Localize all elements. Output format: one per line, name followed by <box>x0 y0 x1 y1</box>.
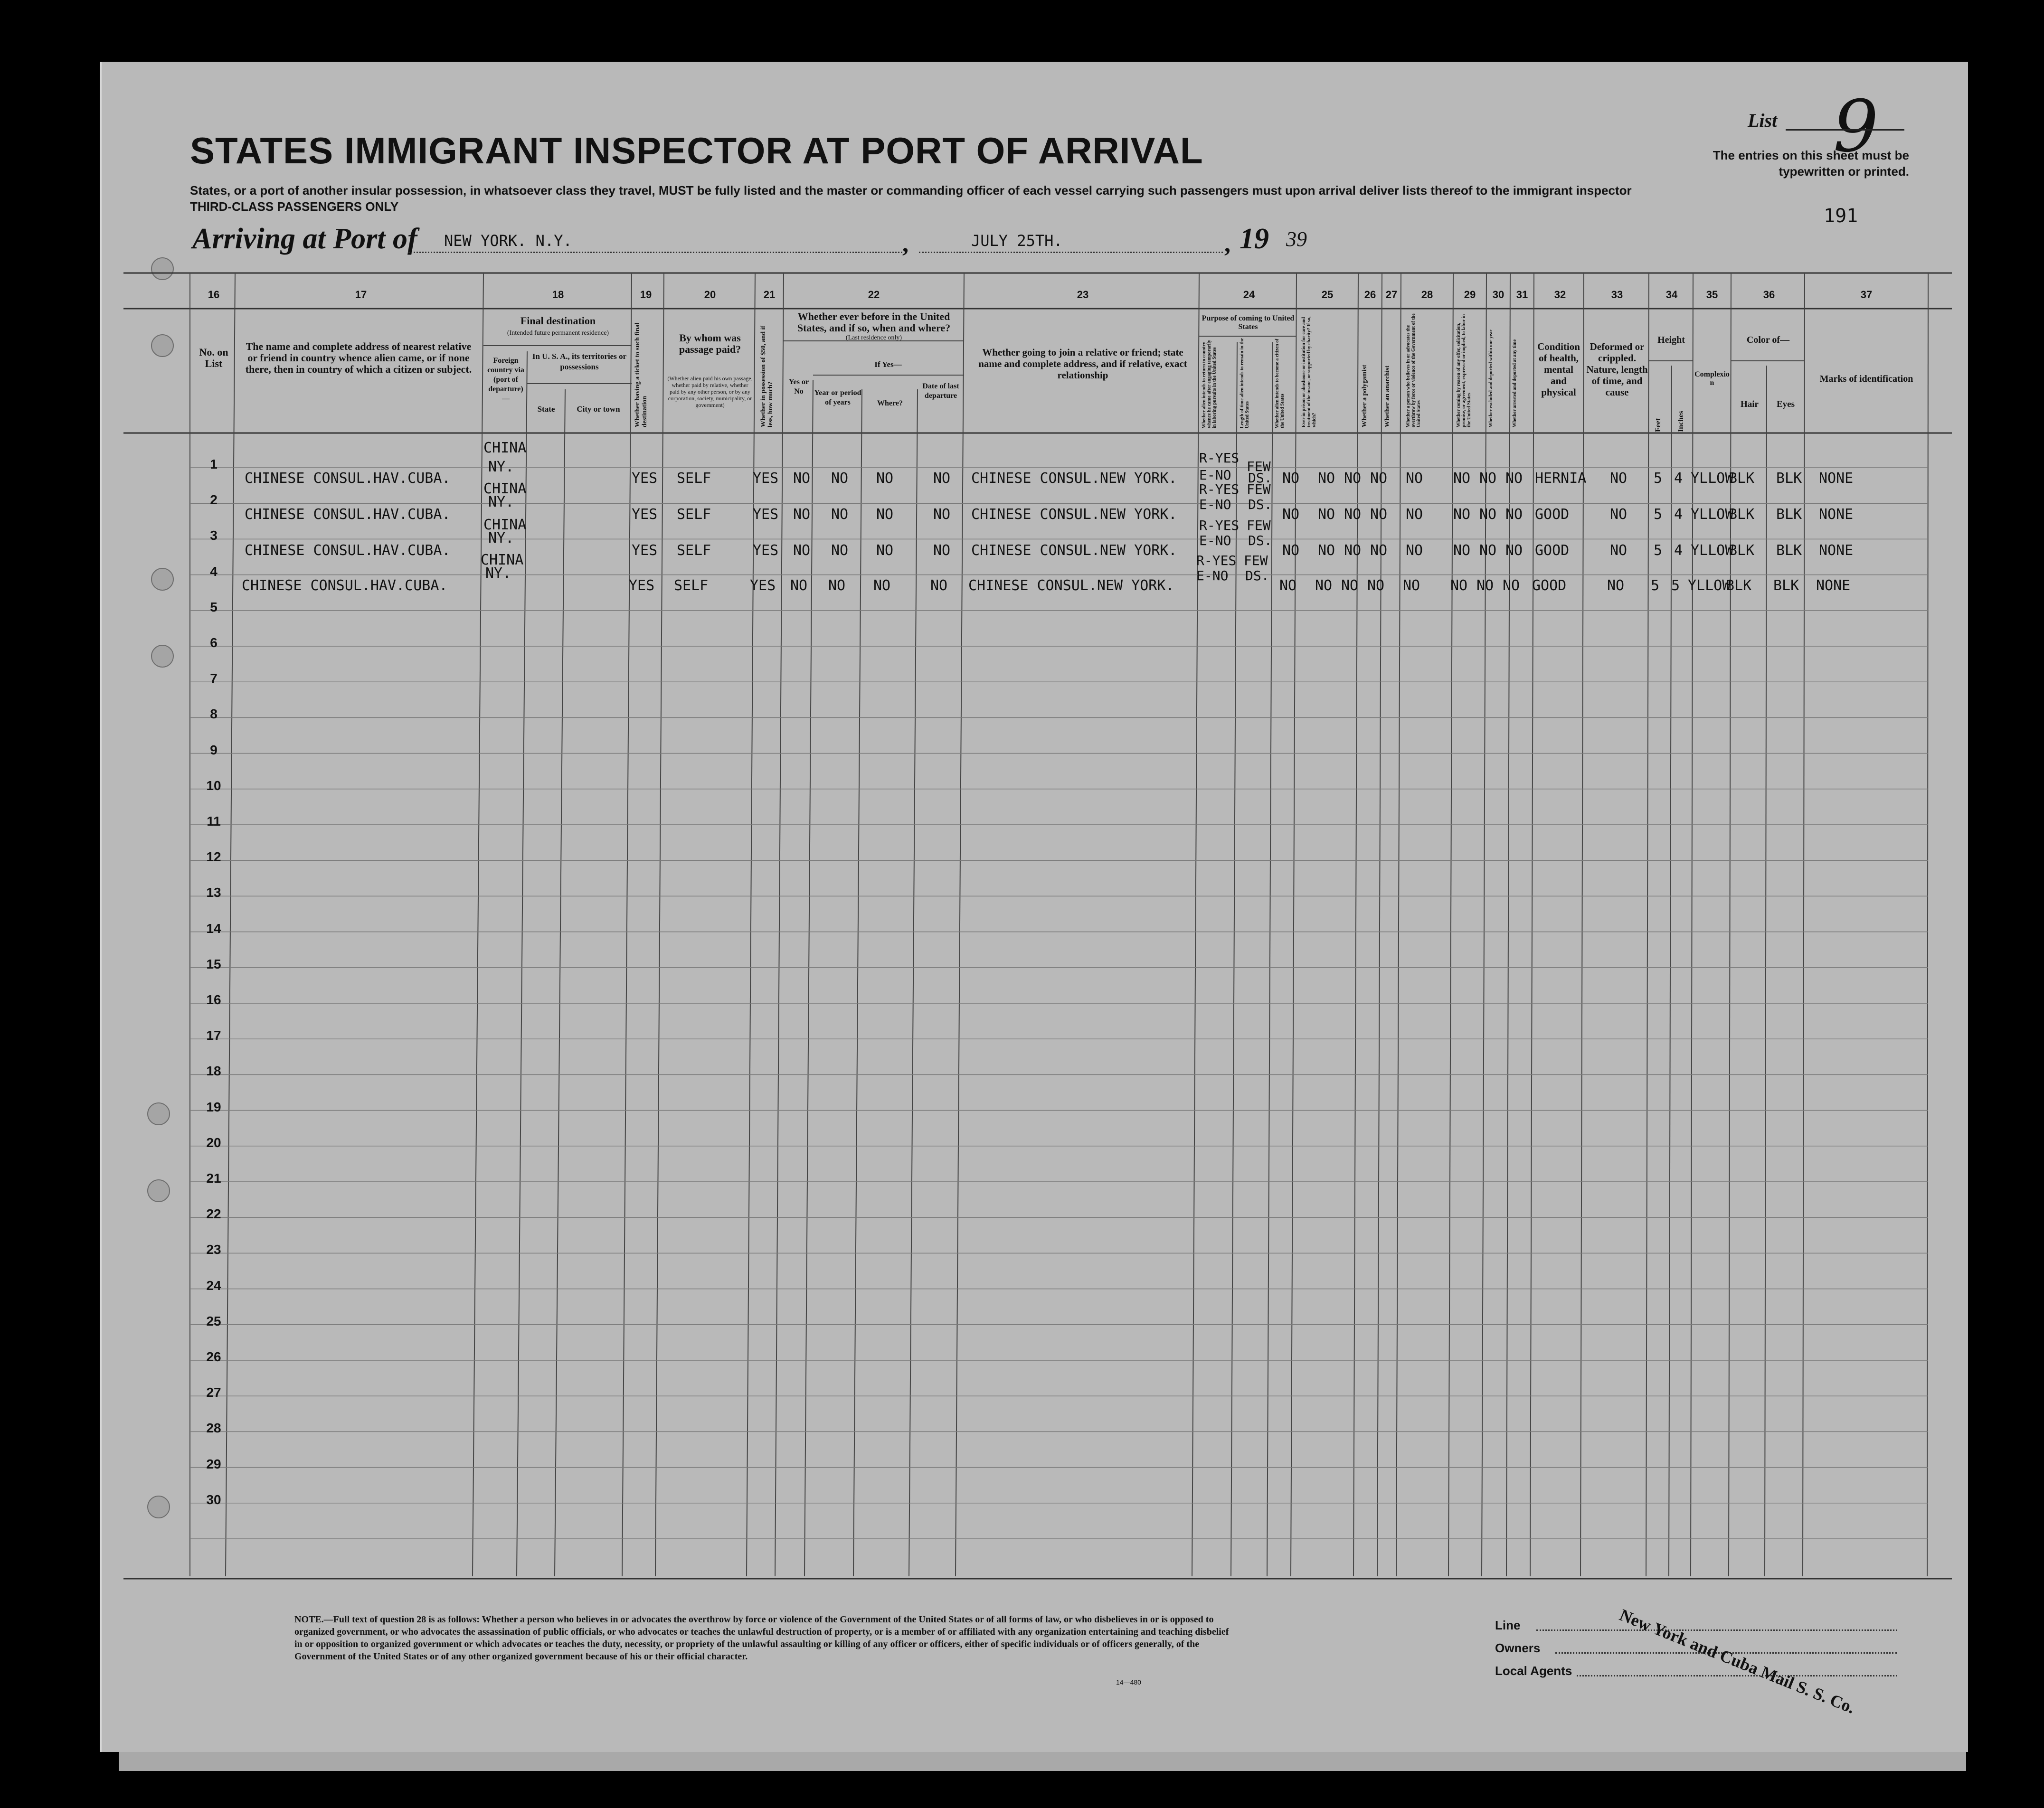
cell-c27: NO <box>1370 542 1388 559</box>
column-number: 19 <box>640 289 652 301</box>
cell-p24a2: E-NO <box>1199 533 1231 548</box>
header-feet: Feet <box>1654 418 1662 432</box>
header-complexion: Complexion <box>1694 370 1730 387</box>
arrival-year-suffix: 39 <box>1286 227 1307 251</box>
header-ticket: Whether having a ticket to such final destination <box>634 322 648 427</box>
cell-p24b2: DS. <box>1248 533 1272 548</box>
header-nearest-relative: The name and complete address of nearest relative or friend in country whence alien came, or if none there, then in country of which a citizen or subject. <box>245 340 472 375</box>
row-number: 9 <box>210 742 218 757</box>
cell-eyes: BLK <box>1776 470 1802 487</box>
column-number: 29 <box>1464 289 1476 301</box>
entries-note: The entries on this sheet must be typewritten or printed. <box>1713 148 1909 179</box>
cell-p24c: NO <box>1282 506 1300 523</box>
column-number: 21 <box>763 289 776 301</box>
cell-p24a2: E-NO <box>1199 467 1231 483</box>
cell-ticket: YES <box>632 506 658 523</box>
header-eyes: Eyes <box>1777 399 1795 409</box>
cell-p24a2: E-NO <box>1199 497 1231 512</box>
header-hair: Hair <box>1741 399 1759 409</box>
header-health: Condition of health, mental and physical <box>1537 341 1580 398</box>
column-number: 37 <box>1860 289 1873 301</box>
row-number: 2 <box>210 492 218 508</box>
comma: , <box>1224 230 1230 257</box>
column-number: 33 <box>1611 289 1623 301</box>
cell-where: NO <box>876 470 894 487</box>
column-number: 26 <box>1364 289 1376 301</box>
cell-marks: NONE <box>1819 506 1854 523</box>
header-overthrow: Whether a person who believes in or advocates the overthrow by force or violence of the Government of the United States <box>1406 313 1421 427</box>
cell-hair: BLK <box>1729 470 1755 487</box>
row-number: 20 <box>206 1135 221 1150</box>
row-number: 8 <box>210 706 218 722</box>
column-number: 30 <box>1492 289 1505 301</box>
cell-fifty: YES <box>750 577 776 594</box>
cell-p24c: NO <box>1279 577 1297 594</box>
header-arrested: Whether arrested and deported at any time <box>1512 339 1517 427</box>
header-deformed: Deformed or crippled. Nature, length of time, and cause <box>1586 341 1648 398</box>
cell-c29: NO <box>1453 542 1471 559</box>
row-number: 6 <box>210 635 218 650</box>
header-height: Height <box>1657 335 1685 345</box>
cell-marks: NONE <box>1819 470 1854 487</box>
header-passage-paid-sub: (Whether alien paid his own passage, whether paid by relative, whether paid by any other person, or by any corporation, society, municipality, or government) <box>667 375 753 408</box>
cell-inches: 4 <box>1674 506 1683 523</box>
cell-c25: NO <box>1318 506 1335 523</box>
cell-complexion: YLLOW <box>1688 577 1731 594</box>
row-number: 26 <box>206 1349 221 1364</box>
column-number: 32 <box>1554 289 1566 301</box>
header-no-on-list: No. on List <box>199 346 228 369</box>
cell-p24c: NO <box>1282 470 1300 487</box>
cell-paid-by: SELF <box>677 542 711 559</box>
header-purpose-citizen: Whether alien intends to become a citizen of the United States <box>1275 339 1285 428</box>
list-number: 9 <box>1833 85 1879 168</box>
column-number: 18 <box>552 289 564 301</box>
cell-p24a: R-YES <box>1196 553 1237 568</box>
cell-p24a: R-YES <box>1199 450 1240 466</box>
header-anarchist: Whether an anarchist <box>1384 365 1391 427</box>
cell-p24c: NO <box>1282 542 1300 559</box>
row-number: 12 <box>206 849 221 865</box>
cell-eyes: BLK <box>1776 506 1802 523</box>
header-last-departure: Date of last departure <box>922 382 959 400</box>
footnote-question-28: NOTE.—Full text of question 28 is as follows: Whether a person who believes in or advocates the overthrow by force or violence of the Government of the United States or of all forms of law, or who disbelieves in or is opposed to organized government, or who advocates the assassination of public officials, or who advocates or teaches the unlawful destruction of property, or is a member of or affiliated with any organization entertaining and teaching disbelief in or opposition to organized government or which advocates or teaches the duty, necessity, or propriety of the unlawful assaulting or killing of any officer or officers, either of specific individuals or of officers generally, of the Government of the United States or of any other organized government because of his or their official character. <box>294 1614 1229 1662</box>
cell-feet: 5 <box>1651 577 1660 594</box>
header-state: State <box>537 405 555 414</box>
cell-c26: NO <box>1341 577 1359 594</box>
cell-c28: NO <box>1406 542 1423 559</box>
column-number: 16 <box>208 289 220 301</box>
arrival-date: JULY 25TH. <box>971 232 1063 250</box>
header-if-yes: If Yes— <box>874 360 902 369</box>
cell-before: NO <box>793 470 811 487</box>
arriving-label: Arriving at Port of <box>192 223 417 255</box>
shipping-line-stamp: New York and Cuba Mail S. S. Co. <box>1617 1605 1858 1717</box>
cell-c25: NO <box>1318 542 1335 559</box>
page-title: STATES IMMIGRANT INSPECTOR AT PORT OF ARRIVAL <box>190 130 1203 171</box>
row-number: 11 <box>207 814 221 829</box>
cell-c28: NO <box>1406 470 1423 487</box>
cell-foreign2: NY. <box>485 565 511 582</box>
cell-feet: 5 <box>1654 542 1663 559</box>
column-number: 28 <box>1421 289 1433 301</box>
cell-c25: NO <box>1318 470 1335 487</box>
cell-health: GOOD <box>1535 542 1570 559</box>
header-passage-paid: By whom was passage paid? <box>679 332 741 355</box>
local-agents-label: Local Agents <box>1495 1664 1572 1678</box>
row-number: 21 <box>206 1171 221 1186</box>
cell-years: NO <box>831 542 849 559</box>
cell-before: NO <box>793 542 811 559</box>
row-number: 27 <box>206 1385 221 1400</box>
row-number: 5 <box>210 599 218 614</box>
cell-p24b: FEW <box>1244 553 1268 568</box>
row-number: 4 <box>210 564 218 579</box>
column-number: 31 <box>1516 289 1528 301</box>
row-number: 14 <box>206 921 221 936</box>
cell-years: NO <box>831 506 849 523</box>
header-purpose-return: Whether alien intends to return to country whence he came after engaging temporarily in laboring pursuits in the United States <box>1202 339 1217 428</box>
header-inches: Inches <box>1677 411 1685 432</box>
cell-complexion: YLLOW <box>1691 506 1734 523</box>
header-final-destination-sub: (Intended future permanent residence) <box>507 330 609 337</box>
cell-c26: NO <box>1344 506 1362 523</box>
cell-c30: NO <box>1479 506 1497 523</box>
cell-c30: NO <box>1479 470 1497 487</box>
line-dotted <box>1536 1629 1897 1631</box>
cell-join: CHINESE CONSUL.NEW YORK. <box>968 577 1174 594</box>
cell-c29: NO <box>1450 577 1468 594</box>
column-lines <box>190 273 1928 1576</box>
header-yes-or-no: Yes or No <box>788 378 809 396</box>
cell-ticket: YES <box>632 542 658 559</box>
cell-paid-by: SELF <box>677 506 711 523</box>
cell-where: NO <box>876 506 894 523</box>
cell-c31: NO <box>1505 470 1523 487</box>
subtitle-line: THIRD-CLASS PASSENGERS ONLY <box>190 199 399 214</box>
cell-relative: CHINESE CONSUL.HAV.CUBA. <box>245 542 451 559</box>
cell-join: CHINESE CONSUL.NEW YORK. <box>971 506 1177 523</box>
cell-deformed: NO <box>1610 506 1628 523</box>
cell-c28: NO <box>1406 506 1423 523</box>
cell-hair: BLK <box>1726 577 1752 594</box>
cell-paid-by: SELF <box>674 577 709 594</box>
header-ever-before-sub: (Last residence only) <box>845 334 902 341</box>
cell-complexion: YLLOW <box>1691 542 1734 559</box>
cell-last-dep: NO <box>933 542 951 559</box>
cell-inches: 4 <box>1674 470 1683 487</box>
header-city: City or town <box>577 405 620 414</box>
cell-health: GOOD <box>1532 577 1567 594</box>
cell-feet: 5 <box>1654 506 1663 523</box>
cell-inches: 5 <box>1671 577 1680 594</box>
cell-last-dep: NO <box>933 470 951 487</box>
cell-c28: NO <box>1403 577 1420 594</box>
cell-health: GOOD <box>1535 506 1570 523</box>
column-number: 27 <box>1385 289 1398 301</box>
subtitle-line: States, or a port of another insular possession, in whatsoever class they travel, MUST be fully listed and the master or commanding officer of each vessel carrying such passengers must upon arrival deliver lists thereof to the immigrant inspector <box>190 183 1632 198</box>
column-number: 22 <box>868 289 880 301</box>
header-final-destination: Final destination <box>520 315 596 327</box>
cell-c27: NO <box>1370 470 1388 487</box>
cell-deformed: NO <box>1610 542 1628 559</box>
cell-c27: NO <box>1367 577 1385 594</box>
cell-c26: NO <box>1344 542 1362 559</box>
cell-p24a2: E-NO <box>1196 568 1229 584</box>
cell-p24a: R-YES <box>1199 518 1240 533</box>
cell-feet: 5 <box>1654 470 1663 487</box>
row-number: 30 <box>206 1492 221 1507</box>
header-prison: Ever in prison or almshouse or institution for care and treatment of the insane, or supported by charity? If so, which? <box>1301 316 1317 427</box>
column-number: 17 <box>355 289 367 301</box>
row-number: 25 <box>206 1313 221 1328</box>
cell-p24a: R-YES <box>1199 481 1240 497</box>
cell-before: NO <box>793 506 811 523</box>
form-code: 14—480 <box>1116 1678 1141 1686</box>
column-number: 24 <box>1243 289 1255 301</box>
cell-c25: NO <box>1315 577 1333 594</box>
cell-eyes: BLK <box>1776 542 1802 559</box>
cell-join: CHINESE CONSUL.NEW YORK. <box>971 470 1177 487</box>
cell-hair: BLK <box>1729 506 1755 523</box>
cell-fifty: YES <box>753 542 779 559</box>
cell-p24b2: DS. <box>1248 470 1272 486</box>
cell-relative: CHINESE CONSUL.HAV.CUBA. <box>242 577 448 594</box>
row-number: 28 <box>206 1421 221 1436</box>
cell-paid-by: SELF <box>677 470 711 487</box>
cell-where: NO <box>876 542 894 559</box>
cell-inches: 4 <box>1674 542 1683 559</box>
cell-p24b2: DS. <box>1248 497 1272 512</box>
cell-c27: NO <box>1370 506 1388 523</box>
cell-relative: CHINESE CONSUL.HAV.CUBA. <box>245 470 451 487</box>
cell-c31: NO <box>1505 506 1523 523</box>
row-number: 16 <box>206 992 221 1007</box>
cell-foreign2: NY. <box>488 530 514 546</box>
line-label: Line <box>1495 1618 1521 1632</box>
column-number: 36 <box>1763 289 1775 301</box>
row-number: 22 <box>206 1206 221 1222</box>
cell-p24b2: DS. <box>1245 568 1269 584</box>
row-number: 23 <box>206 1242 221 1257</box>
cell-where: NO <box>873 577 891 594</box>
cell-c29: NO <box>1453 470 1471 487</box>
column-number: 20 <box>704 289 716 301</box>
column-number: 23 <box>1077 289 1089 301</box>
column-number: 25 <box>1321 289 1334 301</box>
row-number: 24 <box>206 1278 221 1293</box>
cell-c30: NO <box>1476 577 1494 594</box>
header-period-years: Year or period of years <box>814 389 861 406</box>
row-number: 18 <box>206 1064 221 1079</box>
cell-deformed: NO <box>1607 577 1625 594</box>
cell-foreign: CHINA <box>483 480 527 497</box>
owners-label: Owners <box>1495 1641 1541 1655</box>
cell-ticket: YES <box>632 470 658 487</box>
cell-hair: BLK <box>1729 542 1755 559</box>
row-number: 19 <box>206 1099 221 1114</box>
column-number: 35 <box>1706 289 1718 301</box>
header-join-relative: Whether going to join a relative or friend; state name and complete address, and if relative, exact relationship <box>978 347 1187 381</box>
cell-foreign2: NY. <box>488 459 514 475</box>
header-color-of: Color of— <box>1746 335 1790 345</box>
cell-fifty: YES <box>753 470 779 487</box>
cell-years: NO <box>828 577 846 594</box>
cell-years: NO <box>831 470 849 487</box>
header-foreign-country: Foreign country via (port of departure)— <box>487 357 524 403</box>
cell-p24b: FEW <box>1247 459 1271 474</box>
header-marks: Marks of identification <box>1819 374 1913 384</box>
cell-foreign2: NY. <box>488 494 514 510</box>
comma: , <box>902 230 908 257</box>
cell-join: CHINESE CONSUL.NEW YORK. <box>971 542 1177 559</box>
header-polygamist: Whether a polygamist <box>1361 365 1368 427</box>
row-lines <box>190 468 1928 1539</box>
agents-dotted <box>1577 1675 1897 1676</box>
arrival-port: NEW YORK. N.Y. <box>444 232 572 250</box>
column-number: 34 <box>1665 289 1678 301</box>
header-where: Where? <box>877 399 903 407</box>
cell-deformed: NO <box>1610 470 1628 487</box>
row-number: 7 <box>210 671 218 686</box>
cell-foreign: CHINA <box>481 552 524 568</box>
cell-fifty: YES <box>753 506 779 523</box>
header-purpose-length: Length of time alien intends to remain in the United States <box>1240 338 1250 428</box>
cell-health: HERNIA <box>1535 470 1587 487</box>
cell-c29: NO <box>1453 506 1471 523</box>
cell-p24b: FEW <box>1247 481 1271 497</box>
cell-p24b: FEW <box>1247 518 1271 533</box>
row-number: 1 <box>210 457 218 471</box>
cell-last-dep: NO <box>933 506 951 523</box>
row-number: 10 <box>206 778 221 793</box>
header-offer-labor: Whether coming by reason of any offer, solicitation, promise, or agreement, expressed or implied, to labor in the United States <box>1456 314 1472 427</box>
cell-ticket: YES <box>629 577 655 594</box>
cell-foreign: CHINA <box>483 440 527 456</box>
cell-last-dep: NO <box>930 577 948 594</box>
header-excluded: Whether excluded and deported within one year <box>1488 330 1494 427</box>
row-number: 29 <box>206 1456 221 1471</box>
header-ever-before: Whether ever before in the United States, and if so, when and where? <box>797 311 951 334</box>
cell-relative: CHINESE CONSUL.HAV.CUBA. <box>245 506 451 523</box>
arrival-year-prefix: 19 <box>1240 223 1269 255</box>
cell-c31: NO <box>1503 577 1520 594</box>
cell-foreign: CHINA <box>483 517 527 533</box>
cell-marks: NONE <box>1819 542 1854 559</box>
row-number: 15 <box>206 956 221 971</box>
cell-c31: NO <box>1505 542 1523 559</box>
cell-before: NO <box>790 577 808 594</box>
page-number: 191 <box>1824 205 1858 227</box>
row-number: 13 <box>206 885 221 900</box>
cell-c26: NO <box>1344 470 1362 487</box>
cell-c30: NO <box>1479 542 1497 559</box>
row-number: 17 <box>206 1028 221 1043</box>
header-fifty-dollars: Whether in possession of $50, and if less, how much? <box>760 325 774 427</box>
cell-complexion: YLLOW <box>1691 470 1734 487</box>
list-label: List <box>1748 110 1778 131</box>
grid-frame <box>123 273 1952 1579</box>
cell-marks: NONE <box>1816 577 1851 594</box>
header-purpose: Purpose of coming to United States <box>1202 314 1295 331</box>
header-in-usa: In U. S. A., its territories or possessions <box>532 352 627 371</box>
row-number: 3 <box>210 528 218 543</box>
cell-eyes: BLK <box>1773 577 1799 594</box>
